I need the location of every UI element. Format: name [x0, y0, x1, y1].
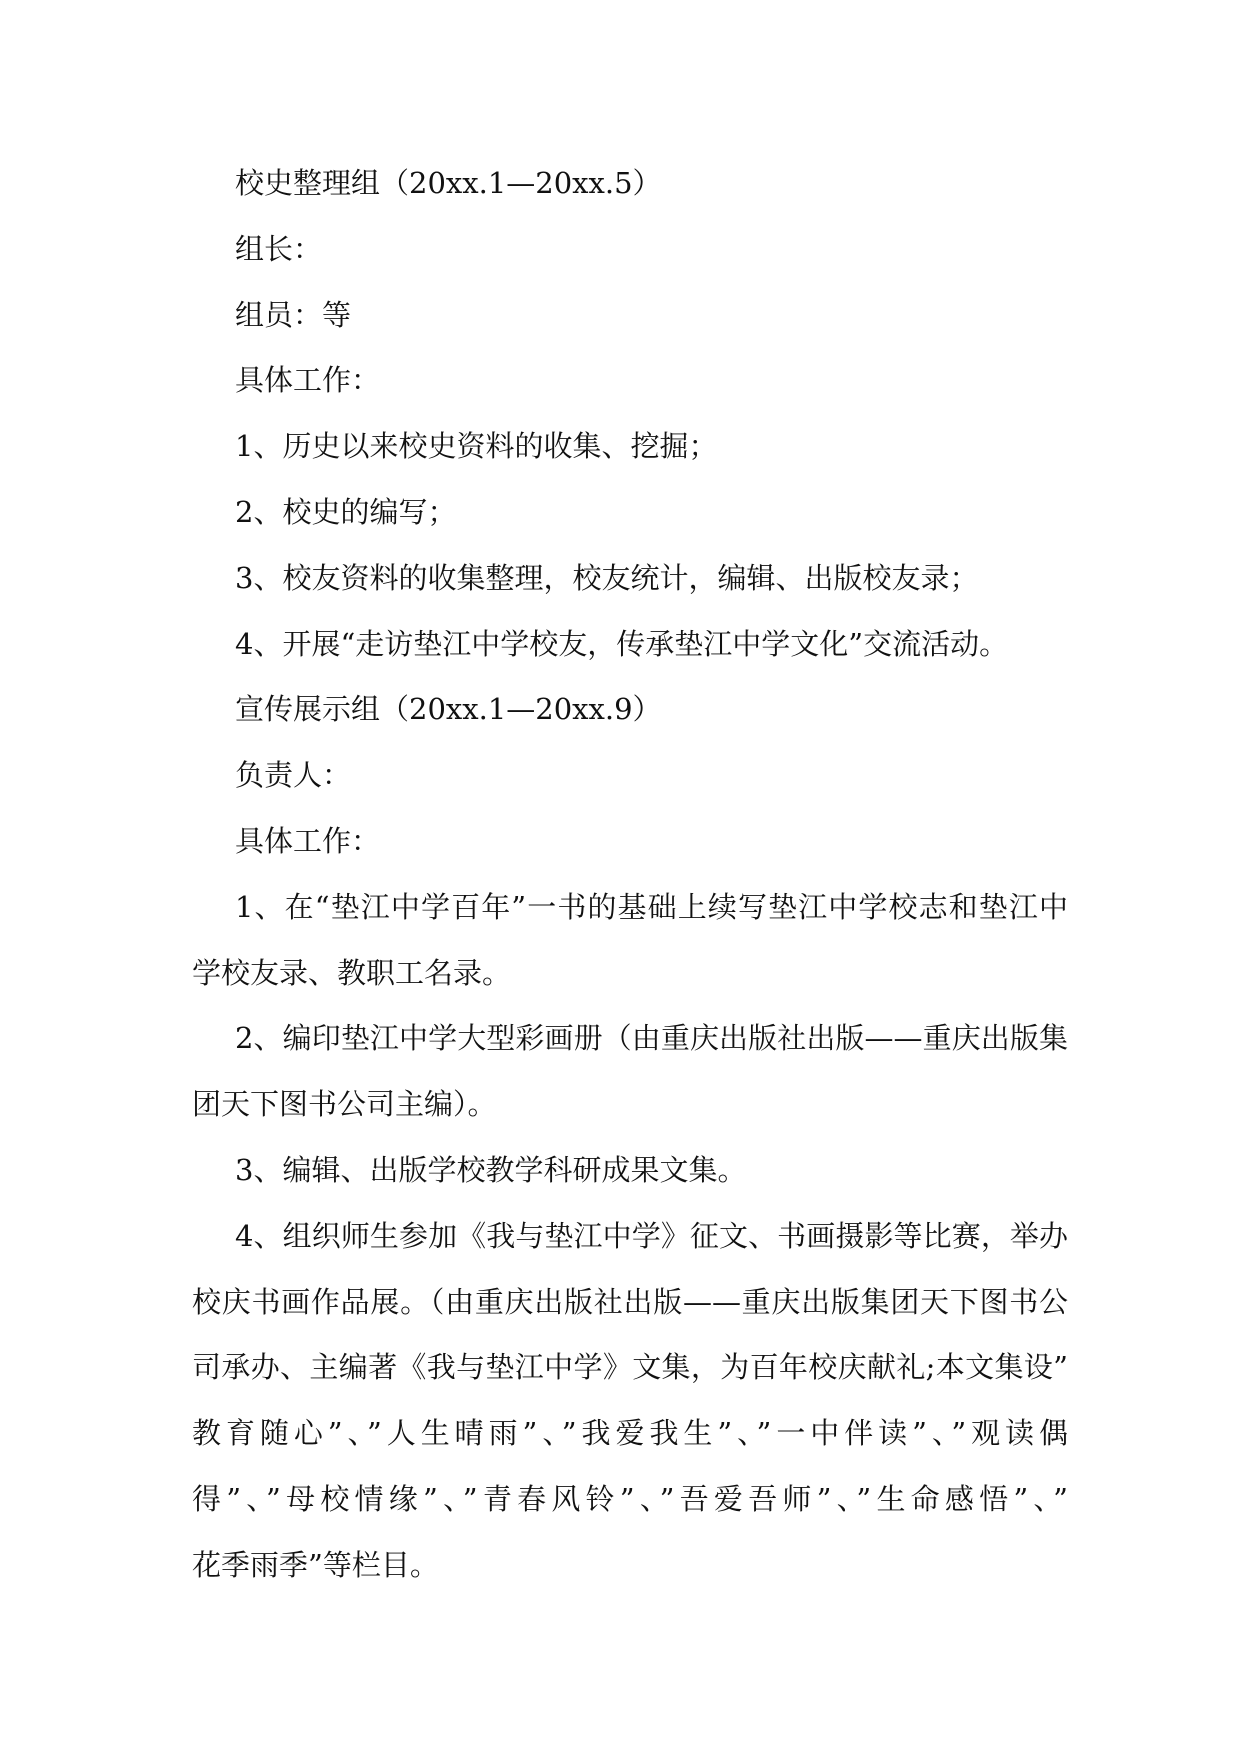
- text-line: 负责人：: [235, 758, 352, 793]
- paragraph: [192, 809, 1068, 875]
- list-item: [192, 480, 1068, 546]
- text-line: 3、编辑、出版学校教学科研成果文集。: [235, 1152, 747, 1187]
- text-line: 学校友录、教职工名录。: [192, 955, 512, 990]
- text-line: 组长：: [235, 231, 323, 266]
- list-item: [192, 875, 1068, 1007]
- text-line: 2、编印垫江中学大型彩画册（由重庆出版社出版——重庆出版集: [235, 1021, 1068, 1056]
- text-line: 1、在“垫江中学百年”一书的基础上续写垫江中学校志和垫江中: [235, 889, 1068, 924]
- list-item: [192, 612, 1068, 678]
- text-line: 校庆书画作品展。（由重庆出版社出版——重庆出版集团天下图书公: [192, 1284, 1068, 1319]
- paragraph: [192, 283, 1068, 349]
- text-line: 2、校史的编写；: [235, 494, 457, 529]
- text-line: 具体工作：: [235, 823, 381, 858]
- section-heading: 校史整理组（20xx.1—20xx.5）: [235, 166, 662, 200]
- paragraph: [192, 151, 1068, 217]
- text-line: 3、校友资料的收集整理，校友统计，编辑、出版校友录；: [235, 560, 979, 595]
- section-heading: 宣传展示组（20xx.1—20xx.9）: [235, 692, 662, 727]
- text-line: 得”、”母校情缘”、”青春风铃”、”吾爱吾师”、”生命感悟”、”: [192, 1481, 1068, 1516]
- text-line: 团天下图书公司主编）。: [192, 1087, 497, 1122]
- list-item: [192, 1204, 1068, 1599]
- text-line: 4、组织师生参加《我与垫江中学》征文、书画摄影等比赛，举办: [235, 1218, 1068, 1253]
- list-item: [192, 1006, 1068, 1138]
- text-line: 具体工作：: [235, 363, 381, 398]
- list-item: [192, 1138, 1068, 1204]
- paragraph: [192, 743, 1068, 809]
- paragraph: [192, 217, 1068, 283]
- list-item: [192, 414, 1068, 480]
- paragraph: [192, 677, 1068, 743]
- document-body: [192, 151, 1068, 1599]
- text-line: 组员：等: [235, 297, 352, 332]
- text-line: 教育随心”、”人生晴雨”、”我爱我生”、”一中伴读”、”观读偶: [192, 1416, 1068, 1451]
- paragraph: [192, 348, 1068, 414]
- text-line: 花季雨季”等栏目。: [192, 1547, 439, 1582]
- list-item: [192, 546, 1068, 612]
- text-line: 4、开展“走访垫江中学校友，传承垫江中学文化”交流活动。: [235, 626, 1009, 661]
- text-line: 司承办、主编著《我与垫江中学》文集，为百年校庆献礼;本文集设”: [192, 1350, 1068, 1385]
- text-line: 1、历史以来校史资料的收集、挖掘；: [235, 429, 718, 464]
